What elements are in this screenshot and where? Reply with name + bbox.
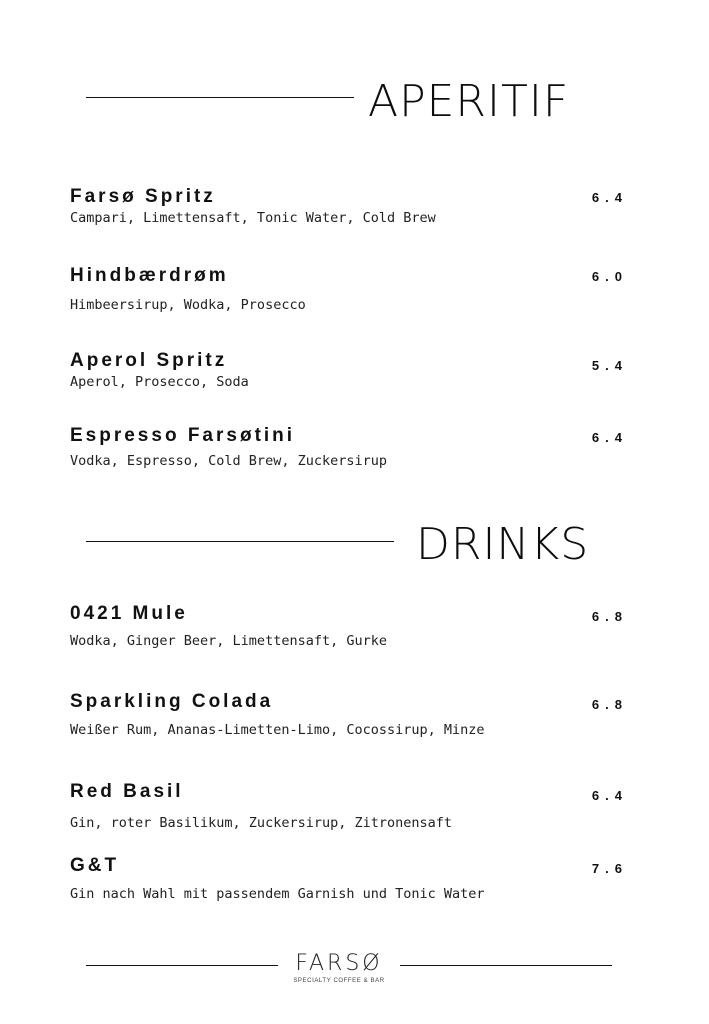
item-description: Weißer Rum, Ananas-Limetten-Limo, Cocossirup, Minze (70, 722, 485, 738)
item-description: Gin nach Wahl mit passendem Garnish und Tonic Water (70, 886, 485, 902)
item-description: Aperol, Prosecco, Soda (70, 374, 249, 390)
item-price: 7.6 (591, 861, 628, 876)
brand-tagline: SPECIALTY COFFEE & BAR (293, 978, 385, 984)
item-description: Gin, roter Basilikum, Zuckersirup, Zitronensaft (70, 815, 453, 831)
item-description: Himbeersirup, Wodka, Prosecco (70, 297, 306, 313)
item-price: 6.4 (591, 430, 628, 445)
item-name: Farsø Spritz (70, 186, 216, 207)
menu-item-hindbaerdrom (70, 266, 630, 313)
item-name: Espresso Farsøtini (70, 425, 296, 446)
item-description: Vodka, Espresso, Cold Brew, Zuckersirup (70, 453, 387, 469)
drinks-divider-line (86, 541, 394, 542)
item-name: Sparkling Colada (70, 691, 274, 712)
footer-rule-left (86, 965, 278, 966)
brand-logo: FARSØ (295, 951, 383, 976)
menu-item-red-basil (70, 782, 630, 831)
menu-item-g-and-t (70, 856, 630, 902)
item-price: 6.0 (591, 269, 628, 284)
aperitif-divider-line (86, 97, 354, 98)
footer-rule-right (400, 965, 612, 966)
item-name: Aperol Spritz (70, 350, 228, 371)
menu-item-aperol-spritz (70, 351, 630, 390)
menu-item-farso-spritz (70, 187, 630, 226)
item-price: 6.8 (591, 609, 628, 624)
item-name: 0421 Mule (70, 603, 188, 624)
item-name: Red Basil (70, 781, 184, 802)
item-price: 6.4 (591, 190, 628, 205)
drinks-heading: DRINKS (416, 519, 590, 570)
item-name: Hindbærdrøm (70, 265, 229, 286)
aperitif-heading: APERITIF (368, 76, 570, 127)
menu-item-sparkling-colada (70, 692, 630, 738)
item-price: 6.8 (591, 697, 628, 712)
item-name: G&T (70, 855, 120, 876)
menu-item-espresso-farsotini (70, 426, 630, 469)
item-price: 5.4 (591, 358, 628, 373)
menu-item-0421-mule (70, 604, 630, 649)
item-description: Wodka, Ginger Beer, Limettensaft, Gurke (70, 633, 387, 649)
item-description: Campari, Limettensaft, Tonic Water, Cold Brew (70, 210, 436, 226)
item-price: 6.4 (591, 788, 628, 803)
